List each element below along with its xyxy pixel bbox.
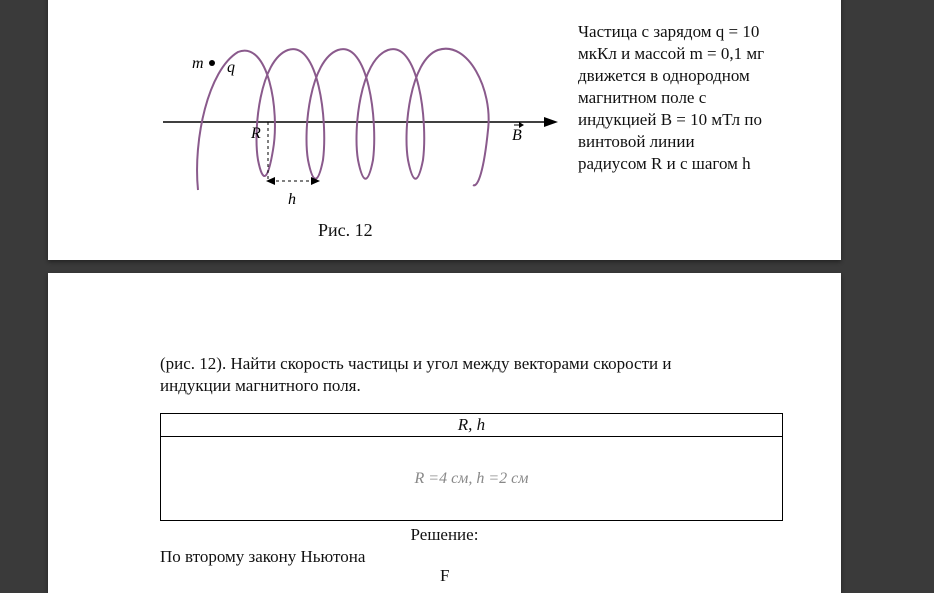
- solution-first-line: По второму закону Ньютона: [160, 547, 366, 566]
- formula-fragment: F: [440, 566, 450, 585]
- continuation-line: (рис. 12). Найти скорость частицы и угол между векторами скорости и: [160, 354, 672, 373]
- continuation-line: индукции магнитного поля.: [160, 376, 361, 395]
- pitch-arrow-left: [266, 177, 275, 185]
- label-r: R: [251, 125, 261, 142]
- problem-line: мкКл и массой m = 0,1 мг: [578, 44, 765, 63]
- helix-curve: [197, 49, 489, 190]
- label-m: m: [192, 55, 204, 72]
- problem-line: магнитном поле с: [578, 88, 707, 107]
- problem-line: Частица с зарядом q = 10: [578, 22, 760, 41]
- helix-figure: [148, 0, 568, 215]
- figure-caption: Рис. 12: [318, 220, 373, 240]
- problem-line: индукцией B = 10 мТл по: [578, 110, 762, 129]
- label-b: B: [512, 127, 522, 144]
- problem-line: радиусом R и с шагом h: [578, 154, 751, 173]
- problem-statement: [578, 21, 818, 175]
- problem-line: движется в однородном: [578, 66, 750, 85]
- page-top: [48, 0, 841, 260]
- given-table: [160, 413, 783, 521]
- given-table-value: R =4 см, h =2 см: [161, 437, 783, 521]
- problem-line: винтовой линии: [578, 132, 695, 151]
- label-q: q: [227, 59, 235, 76]
- label-h: h: [288, 191, 296, 208]
- b-axis-arrowhead: [544, 117, 558, 127]
- page-bottom: [48, 273, 841, 593]
- particle-dot: [209, 60, 215, 66]
- solution-heading: Решение:: [410, 525, 479, 544]
- problem-continuation: [160, 353, 800, 397]
- given-table-header: R, h: [161, 414, 783, 437]
